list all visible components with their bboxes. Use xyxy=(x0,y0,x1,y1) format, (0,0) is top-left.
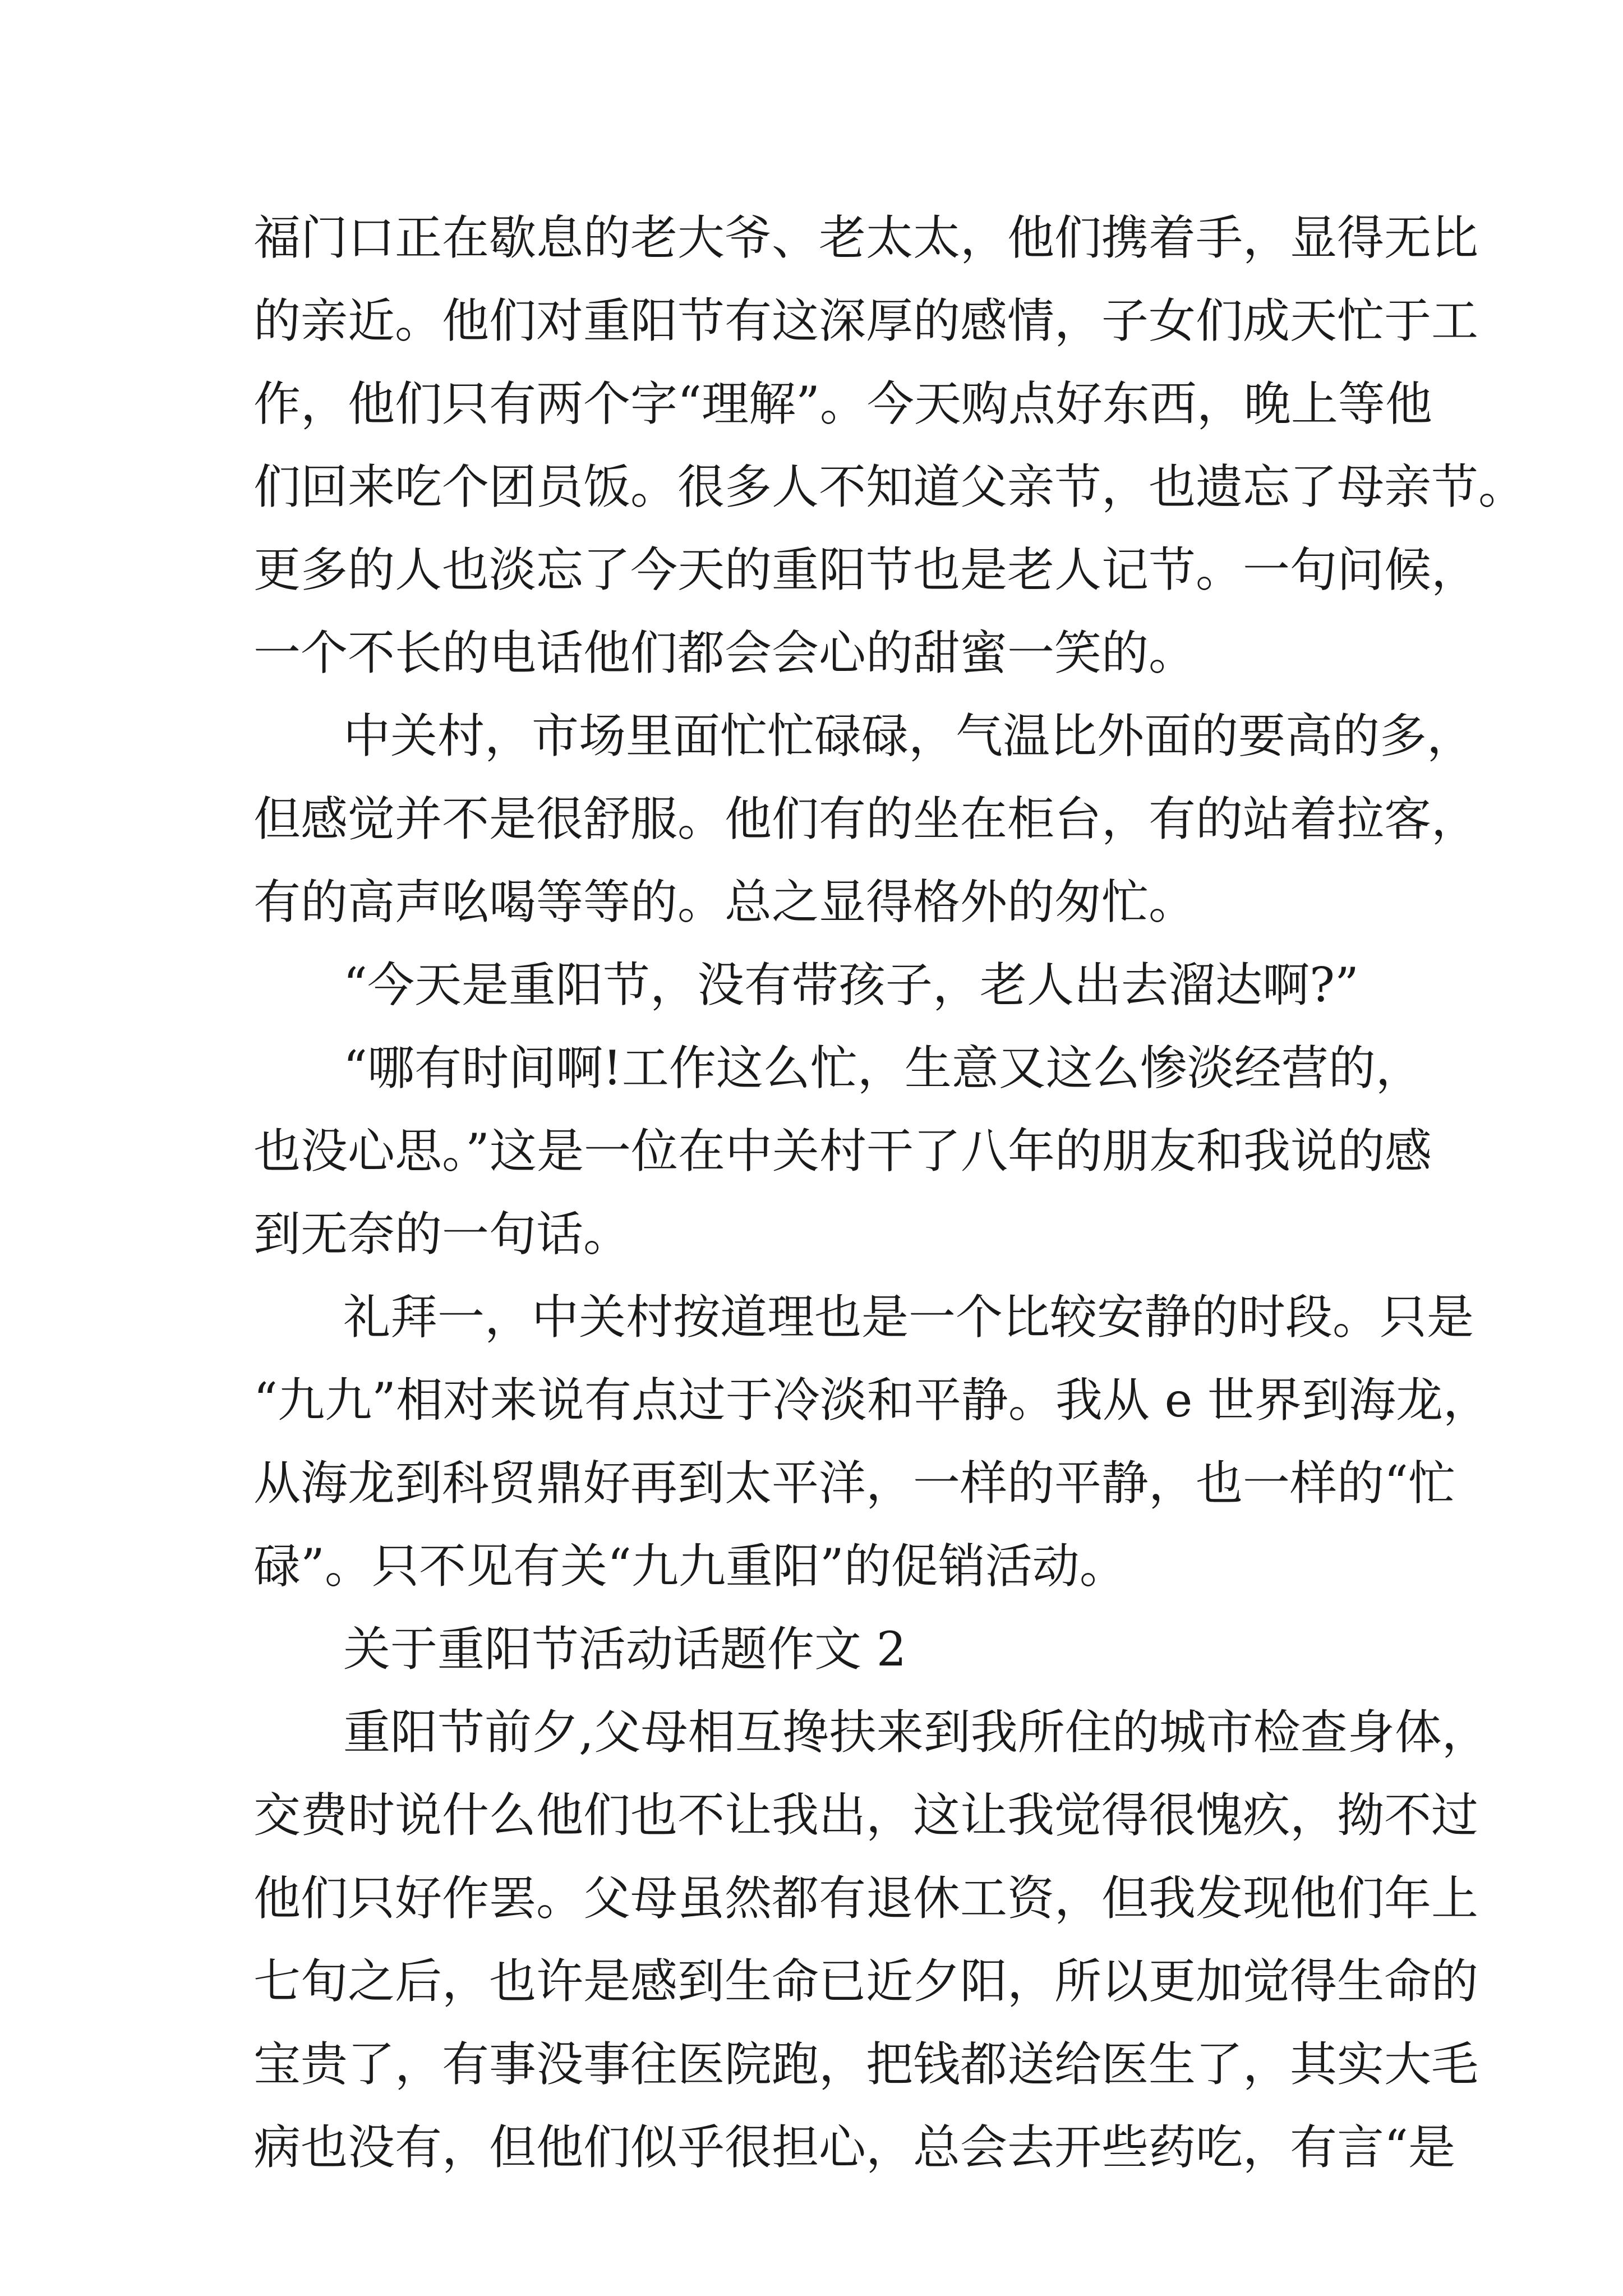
text-line: 关于重阳节活动话题作文 2 xyxy=(343,1622,907,1677)
text-line: 一个不长的电话他们都会会心的甜蜜一笑的。 xyxy=(253,625,1196,680)
text-line: 有的高声吆喝等等的。总之显得格外的匆忙。 xyxy=(253,875,1196,930)
text-line: 更多的人也淡忘了今天的重阳节也是老人记节。一句问候， xyxy=(253,542,1479,597)
text-line: 到无奈的一句话。 xyxy=(253,1207,631,1262)
text-line: “九九”相对来说有点过于冷淡和平静。我从 e 世界到海龙， xyxy=(253,1373,1491,1428)
text-line: “哪有时间啊!工作这么忙，生意又这么惨淡经营的， xyxy=(343,1041,1423,1096)
text-line: 礼拜一，中关村按道理也是一个比较安静的时段。只是 xyxy=(343,1290,1474,1345)
text-line: “今天是重阳节，没有带孩子，老人出去溜达啊?” xyxy=(343,958,1359,1013)
text-line: 也没心思。”这是一位在中关村干了八年的朋友和我说的感 xyxy=(253,1124,1432,1179)
text-line: 中关村，市场里面忙忙碌碌，气温比外面的要高的多， xyxy=(343,708,1474,763)
text-line: 作，他们只有两个字“理解”。今天购点好东西，晚上等他 xyxy=(253,376,1432,431)
text-line: 的亲近。他们对重阳节有这深厚的感情，子女们成天忙于工 xyxy=(253,293,1479,348)
text-line: 福门口正在歇息的老大爷、老太太，他们携着手，显得无比 xyxy=(253,210,1479,265)
text-line: 病也没有，但他们似乎很担心，总会去开些药吃，有言“是 xyxy=(253,2120,1455,2175)
document-body xyxy=(253,196,1526,2189)
text-line: 碌”。只不见有关“九九重阳”的促销活动。 xyxy=(253,1539,1127,1594)
text-line: 七旬之后，也许是感到生命已近夕阳，所以更加觉得生命的 xyxy=(253,1954,1479,2009)
text-line: 他们只好作罢。父母虽然都有退休工资，但我发现他们年上 xyxy=(253,1871,1479,1926)
text-line: 们回来吃个团员饭。很多人不知道父亲节，也遗忘了母亲节。 xyxy=(253,459,1526,514)
text-line: 宝贵了，有事没事往医院跑，把钱都送给医生了，其实大毛 xyxy=(253,2037,1479,2092)
text-line: 从海龙到科贸鼎好再到太平洋，一样的平静，也一样的“忙 xyxy=(253,1456,1455,1511)
text-line: 重阳节前夕,父母相互搀扶来到我所住的城市检查身体， xyxy=(343,1705,1489,1760)
text-line: 但感觉并不是很舒服。他们有的坐在柜台，有的站着拉客， xyxy=(253,792,1479,846)
text-line: 交费时说什么他们也不让我出，这让我觉得很愧疚，拗不过 xyxy=(253,1788,1479,1843)
